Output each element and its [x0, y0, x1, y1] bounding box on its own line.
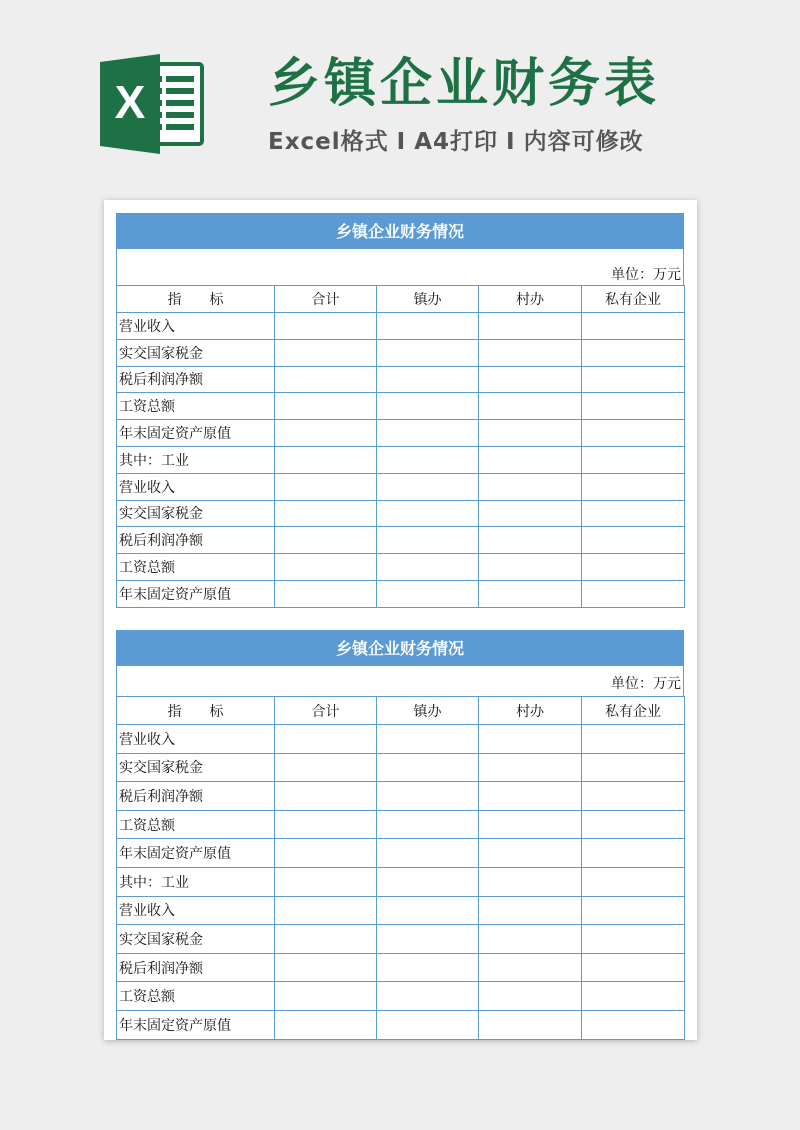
table-cell[interactable]: [377, 867, 479, 896]
table-cell[interactable]: [275, 473, 377, 500]
row-label: 实交国家税金: [117, 925, 275, 954]
table-cell[interactable]: [377, 339, 479, 366]
table-row: [117, 527, 685, 554]
row-label: 年末固定资产原值: [117, 839, 275, 868]
table-row: [117, 473, 685, 500]
table-cell[interactable]: [479, 753, 582, 782]
table-cell[interactable]: [479, 839, 582, 868]
page-title: 乡镇企业财务表: [268, 54, 661, 114]
column-header-private: 私有企业: [582, 697, 685, 725]
table-cell[interactable]: [275, 725, 377, 754]
table-row: [117, 420, 685, 447]
row-label: 税后利润净额: [117, 366, 275, 393]
subtitle-format: Excel格式: [268, 129, 389, 155]
table-row: [117, 393, 685, 420]
row-label: 营业收入: [117, 473, 275, 500]
column-header-village: 村办: [479, 697, 582, 725]
table-cell[interactable]: [479, 366, 582, 393]
table-cell[interactable]: [582, 393, 685, 420]
table-cell[interactable]: [377, 1010, 479, 1039]
finance-sheet-2: [116, 630, 684, 1040]
table-row: [117, 782, 685, 811]
table-row: [117, 725, 685, 754]
row-label: 年末固定资产原值: [117, 580, 275, 607]
column-header-town: 镇办: [377, 697, 479, 725]
column-header-indicator: 指 标: [117, 697, 275, 725]
table-row: [117, 753, 685, 782]
table-cell[interactable]: [275, 896, 377, 925]
table-cell[interactable]: [275, 500, 377, 527]
table-cell[interactable]: [479, 527, 582, 554]
column-header-indicator: 指 标: [117, 286, 275, 313]
table-cell[interactable]: [479, 1010, 582, 1039]
table-row: [117, 953, 685, 982]
table-cell[interactable]: [377, 896, 479, 925]
table-cell[interactable]: [479, 554, 582, 581]
excel-logo-icon: [100, 54, 206, 154]
table-cell[interactable]: [479, 473, 582, 500]
table-cell[interactable]: [377, 753, 479, 782]
table-cell[interactable]: [479, 420, 582, 447]
table-cell[interactable]: [377, 366, 479, 393]
table-cell[interactable]: [582, 896, 685, 925]
unit-label: 单位：万元: [116, 249, 684, 285]
table-cell[interactable]: [582, 554, 685, 581]
table-cell[interactable]: [582, 446, 685, 473]
table-cell[interactable]: [275, 753, 377, 782]
table-row: [117, 313, 685, 340]
table-cell[interactable]: [582, 725, 685, 754]
row-label: 营业收入: [117, 725, 275, 754]
table-cell[interactable]: [377, 420, 479, 447]
table-cell[interactable]: [479, 896, 582, 925]
row-label: 实交国家税金: [117, 500, 275, 527]
table-cell[interactable]: [377, 393, 479, 420]
table-row: [117, 366, 685, 393]
row-label: 其中：工业: [117, 867, 275, 896]
row-label: 其中：工业: [117, 446, 275, 473]
table-cell[interactable]: [479, 953, 582, 982]
row-label: 工资总额: [117, 393, 275, 420]
table-cell[interactable]: [582, 527, 685, 554]
table-cell[interactable]: [582, 500, 685, 527]
table-cell[interactable]: [275, 982, 377, 1011]
table-row: [117, 1010, 685, 1039]
table-cell[interactable]: [582, 1010, 685, 1039]
unit-label: 单位：万元: [116, 666, 684, 696]
table-cell[interactable]: [275, 1010, 377, 1039]
table-cell[interactable]: [582, 982, 685, 1011]
svg-text:X: X: [114, 76, 146, 128]
table-cell[interactable]: [275, 867, 377, 896]
column-header-village: 村办: [479, 286, 582, 313]
table-cell[interactable]: [582, 782, 685, 811]
row-label: 工资总额: [117, 810, 275, 839]
table-cell[interactable]: [275, 580, 377, 607]
table-row: [117, 982, 685, 1011]
table-row: [117, 839, 685, 868]
sheet-title: 乡镇企业财务情况: [116, 630, 684, 666]
table-cell[interactable]: [582, 867, 685, 896]
table-cell[interactable]: [275, 839, 377, 868]
row-label: 税后利润净额: [117, 953, 275, 982]
subtitle-separator: I: [506, 129, 516, 155]
table-cell[interactable]: [582, 810, 685, 839]
page-subtitle: [268, 126, 644, 158]
finance-table: [116, 696, 685, 1040]
table-row: [117, 896, 685, 925]
table-cell[interactable]: [377, 953, 479, 982]
row-label: 年末固定资产原值: [117, 420, 275, 447]
table-cell[interactable]: [275, 810, 377, 839]
table-cell[interactable]: [377, 473, 479, 500]
table-cell[interactable]: [582, 953, 685, 982]
table-cell[interactable]: [377, 500, 479, 527]
table-cell[interactable]: [275, 782, 377, 811]
sheet-title: 乡镇企业财务情况: [116, 213, 684, 249]
table-cell[interactable]: [479, 982, 582, 1011]
subtitle-separator: I: [396, 129, 407, 155]
table-cell[interactable]: [377, 446, 479, 473]
table-cell[interactable]: [582, 420, 685, 447]
table-cell[interactable]: [582, 366, 685, 393]
table-cell[interactable]: [479, 500, 582, 527]
table-cell[interactable]: [377, 982, 479, 1011]
table-row: [117, 925, 685, 954]
table-cell[interactable]: [582, 925, 685, 954]
table-row: [117, 446, 685, 473]
table-cell[interactable]: [479, 725, 582, 754]
table-cell[interactable]: [582, 580, 685, 607]
table-cell[interactable]: [275, 313, 377, 340]
table-row: [117, 810, 685, 839]
finance-sheet-1: [116, 213, 684, 608]
column-header-private: 私有企业: [582, 286, 685, 313]
subtitle-print: A4打印: [414, 129, 499, 155]
row-label: 实交国家税金: [117, 339, 275, 366]
column-header-total: 合计: [275, 286, 377, 313]
row-label: 实交国家税金: [117, 753, 275, 782]
table-cell[interactable]: [582, 839, 685, 868]
document-paper: [104, 200, 697, 1040]
row-label: 营业收入: [117, 896, 275, 925]
table-cell[interactable]: [377, 527, 479, 554]
table-cell[interactable]: [377, 313, 479, 340]
row-label: 税后利润净额: [117, 527, 275, 554]
table-cell[interactable]: [479, 867, 582, 896]
table-cell[interactable]: [377, 725, 479, 754]
row-label: 营业收入: [117, 313, 275, 340]
table-row: [117, 500, 685, 527]
table-cell[interactable]: [275, 925, 377, 954]
table-cell[interactable]: [377, 580, 479, 607]
column-header-town: 镇办: [377, 286, 479, 313]
table-row: [117, 554, 685, 581]
row-label: 工资总额: [117, 982, 275, 1011]
table-cell[interactable]: [275, 393, 377, 420]
table-cell[interactable]: [479, 810, 582, 839]
row-label: 税后利润净额: [117, 782, 275, 811]
table-cell[interactable]: [377, 925, 479, 954]
table-cell[interactable]: [582, 753, 685, 782]
table-cell[interactable]: [479, 393, 582, 420]
table-cell[interactable]: [377, 810, 479, 839]
table-cell[interactable]: [275, 953, 377, 982]
row-label: 工资总额: [117, 554, 275, 581]
table-cell[interactable]: [377, 782, 479, 811]
table-cell[interactable]: [377, 554, 479, 581]
table-cell[interactable]: [275, 420, 377, 447]
table-cell[interactable]: [479, 339, 582, 366]
table-cell[interactable]: [479, 446, 582, 473]
table-cell[interactable]: [275, 339, 377, 366]
table-cell[interactable]: [275, 527, 377, 554]
subtitle-editable: 内容可修改: [523, 129, 644, 155]
table-cell[interactable]: [275, 366, 377, 393]
column-header-total: 合计: [275, 697, 377, 725]
table-header-row: [117, 286, 685, 313]
table-cell[interactable]: [377, 839, 479, 868]
table-cell[interactable]: [479, 782, 582, 811]
table-cell[interactable]: [479, 925, 582, 954]
table-row: [117, 867, 685, 896]
table-cell[interactable]: [582, 313, 685, 340]
finance-table: [116, 285, 685, 608]
table-cell[interactable]: [275, 446, 377, 473]
table-cell[interactable]: [479, 580, 582, 607]
table-row: [117, 580, 685, 607]
table-header-row: [117, 697, 685, 725]
table-cell[interactable]: [275, 554, 377, 581]
table-cell[interactable]: [479, 313, 582, 340]
table-row: [117, 339, 685, 366]
table-cell[interactable]: [582, 473, 685, 500]
row-label: 年末固定资产原值: [117, 1010, 275, 1039]
table-cell[interactable]: [582, 339, 685, 366]
